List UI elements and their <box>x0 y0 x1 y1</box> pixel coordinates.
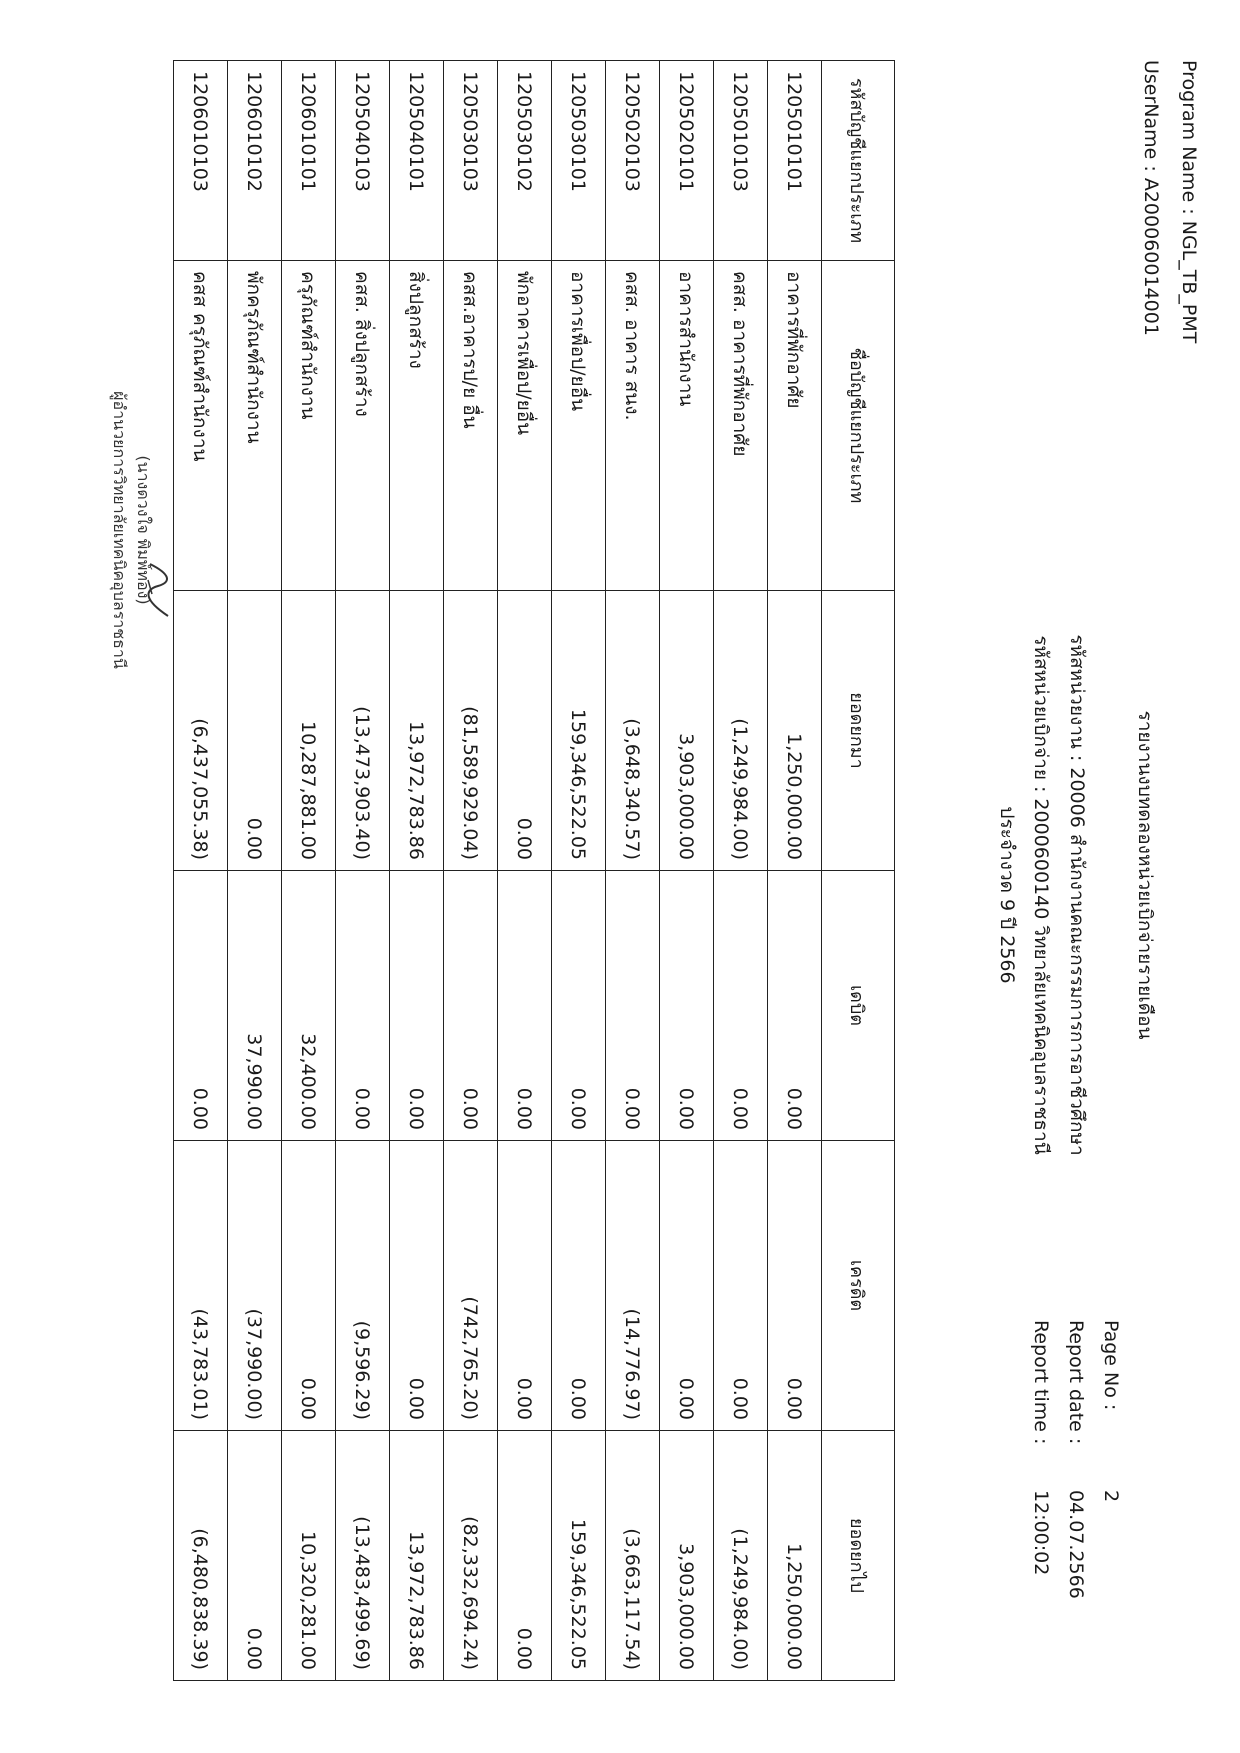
cell-credit: (43,783.01) <box>174 1141 228 1431</box>
cell-opening-balance: 1,250,000.00 <box>768 591 822 871</box>
signatory-name: (นางดวงใจ พิมพ์ทอง) <box>134 455 153 605</box>
table-row <box>336 61 390 1681</box>
col-header-closing-balance: ยอดยกไป <box>822 1431 895 1681</box>
cell-opening-balance: 159,346,522.05 <box>552 591 606 871</box>
cell-debit: 0.00 <box>444 871 498 1141</box>
table-row <box>660 61 714 1681</box>
cell-account-name: อาคารสำนักงาน <box>660 261 714 591</box>
cell-opening-balance: 10,287,881.00 <box>282 591 336 871</box>
cell-opening-balance: (3,648,340.57) <box>606 591 660 871</box>
cell-account-code: 1205010103 <box>714 61 768 261</box>
cell-debit: 0.00 <box>336 871 390 1141</box>
table-row <box>714 61 768 1681</box>
cell-account-name: คสส.อาคารป/ย อื่น <box>444 261 498 591</box>
trial-balance-table <box>173 60 895 1681</box>
cell-closing-balance: 159,346,522.05 <box>552 1431 606 1681</box>
cell-closing-balance: 0.00 <box>498 1431 552 1681</box>
table-row <box>444 61 498 1681</box>
report-title: รายงานงบทดลองหน่วยเบิกจ่ายรายเดือน <box>1134 710 1156 1040</box>
cell-debit: 0.00 <box>660 871 714 1141</box>
cell-account-code: 1205020101 <box>660 61 714 261</box>
period-line: ประจำงวด 9 ปี 2566 <box>996 806 1018 984</box>
report-date-label: Report date : <box>1065 1320 1087 1445</box>
col-header-opening-balance: ยอดยกมา <box>822 591 895 871</box>
table-row <box>390 61 444 1681</box>
table-header-row <box>822 61 895 1681</box>
cell-debit: 0.00 <box>714 871 768 1141</box>
agency-line: รหัสหน่วยงาน : 20006 สำนักงานคณะกรรมการการอาชีวศึกษา <box>1066 634 1088 1156</box>
cell-credit: 0.00 <box>390 1141 444 1431</box>
cell-opening-balance: 3,903,000.00 <box>660 591 714 871</box>
cell-debit: 0.00 <box>498 871 552 1141</box>
cell-opening-balance: (81,589,929.04) <box>444 591 498 871</box>
program-name: Program Name : NGL_TB_PMT <box>1178 60 1200 344</box>
cell-credit: (9,596.29) <box>336 1141 390 1431</box>
cell-closing-balance: 1,250,000.00 <box>768 1431 822 1681</box>
cell-account-code: 1206010103 <box>174 61 228 261</box>
cell-debit: 0.00 <box>552 871 606 1141</box>
cell-account-name: พักอาคารเพื่อป/ยอื่น <box>498 261 552 591</box>
cell-account-code: 1205020103 <box>606 61 660 261</box>
cell-account-code: 1205040103 <box>336 61 390 261</box>
page-no-value: 2 <box>1100 1490 1122 1503</box>
cell-credit: 0.00 <box>552 1141 606 1431</box>
cell-debit: 32,400.00 <box>282 871 336 1141</box>
cell-closing-balance: 0.00 <box>228 1431 282 1681</box>
cell-opening-balance: 0.00 <box>228 591 282 871</box>
cell-account-code: 1206010102 <box>228 61 282 261</box>
cell-account-name: คสส. สิ่งปลูกสร้าง <box>336 261 390 591</box>
cell-debit: 0.00 <box>390 871 444 1141</box>
table-row <box>606 61 660 1681</box>
cell-account-name: คสส ครุภัณฑ์สำนักงาน <box>174 261 228 591</box>
cell-opening-balance: 0.00 <box>498 591 552 871</box>
cell-credit: 0.00 <box>660 1141 714 1431</box>
signatory-position: ผู้อำนวยการวิทยาลัยเทคนิคอุบลราชธานี <box>110 391 129 669</box>
cell-credit: (742,765.20) <box>444 1141 498 1431</box>
table-row <box>498 61 552 1681</box>
cell-debit: 0.00 <box>606 871 660 1141</box>
cell-account-code: 1205030101 <box>552 61 606 261</box>
cell-opening-balance: (13,473,903.40) <box>336 591 390 871</box>
table-row <box>282 61 336 1681</box>
cell-closing-balance: (13,483,499.69) <box>336 1431 390 1681</box>
table-row <box>174 61 228 1681</box>
report-time-value: 12:00:02 <box>1030 1490 1052 1576</box>
page-no-label: Page No : <box>1100 1320 1122 1411</box>
cell-credit: (37,990.00) <box>228 1141 282 1431</box>
col-header-account-name: ชื่อบัญชีแยกประเภท <box>822 261 895 591</box>
cell-account-name: คสส. อาคารที่พักอาศัย <box>714 261 768 591</box>
cell-account-name: พักครุภัณฑ์สำนักงาน <box>228 261 282 591</box>
table-row <box>552 61 606 1681</box>
cell-closing-balance: 3,903,000.00 <box>660 1431 714 1681</box>
cell-credit: 0.00 <box>768 1141 822 1431</box>
cell-credit: 0.00 <box>498 1141 552 1431</box>
table-row <box>228 61 282 1681</box>
report-time-label: Report time : <box>1030 1320 1052 1445</box>
cell-debit: 37,990.00 <box>228 871 282 1141</box>
cell-closing-balance: (3,663,117.54) <box>606 1431 660 1681</box>
col-header-debit: เดบิต <box>822 871 895 1141</box>
report-date-value: 04.07.2566 <box>1065 1490 1087 1599</box>
col-header-account-code: รหัสบัญชีแยกประเภท <box>822 61 895 261</box>
cell-debit: 0.00 <box>768 871 822 1141</box>
cell-opening-balance: (6,437,055.38) <box>174 591 228 871</box>
disbursing-unit-line: รหัสหน่วยเบิกจ่าย : 2000600140 วิทยาลัยเทคนิคอุบลราชธานี <box>1030 635 1052 1155</box>
cell-credit: 0.00 <box>282 1141 336 1431</box>
cell-account-code: 1206010101 <box>282 61 336 261</box>
cell-account-name: อาคารที่พักอาศัย <box>768 261 822 591</box>
user-name: UserName : A200060014001 <box>1140 60 1162 336</box>
cell-debit: 0.00 <box>174 871 228 1141</box>
cell-account-code: 1205030103 <box>444 61 498 261</box>
cell-closing-balance: (6,480,838.39) <box>174 1431 228 1681</box>
cell-opening-balance: (1,249,984.00) <box>714 591 768 871</box>
cell-credit: (14,776.97) <box>606 1141 660 1431</box>
cell-closing-balance: (82,332,694.24) <box>444 1431 498 1681</box>
cell-closing-balance: 10,320,281.00 <box>282 1431 336 1681</box>
cell-closing-balance: 13,972,783.86 <box>390 1431 444 1681</box>
cell-account-name: อาคารเพื่อป/ยอื่น <box>552 261 606 591</box>
cell-account-code: 1205030102 <box>498 61 552 261</box>
cell-account-name: สิ่งปลูกสร้าง <box>390 261 444 591</box>
col-header-credit: เครดิต <box>822 1141 895 1431</box>
cell-account-name: คสส. อาคาร สนง. <box>606 261 660 591</box>
cell-opening-balance: 13,972,783.86 <box>390 591 444 871</box>
cell-account-code: 1205040101 <box>390 61 444 261</box>
table-body <box>174 61 822 1681</box>
cell-account-code: 1205010101 <box>768 61 822 261</box>
signature-block <box>107 320 155 740</box>
cell-closing-balance: (1,249,984.00) <box>714 1431 768 1681</box>
cell-credit: 0.00 <box>714 1141 768 1431</box>
table-row <box>768 61 822 1681</box>
cell-account-name: ครุภัณฑ์สำนักงาน <box>282 261 336 591</box>
